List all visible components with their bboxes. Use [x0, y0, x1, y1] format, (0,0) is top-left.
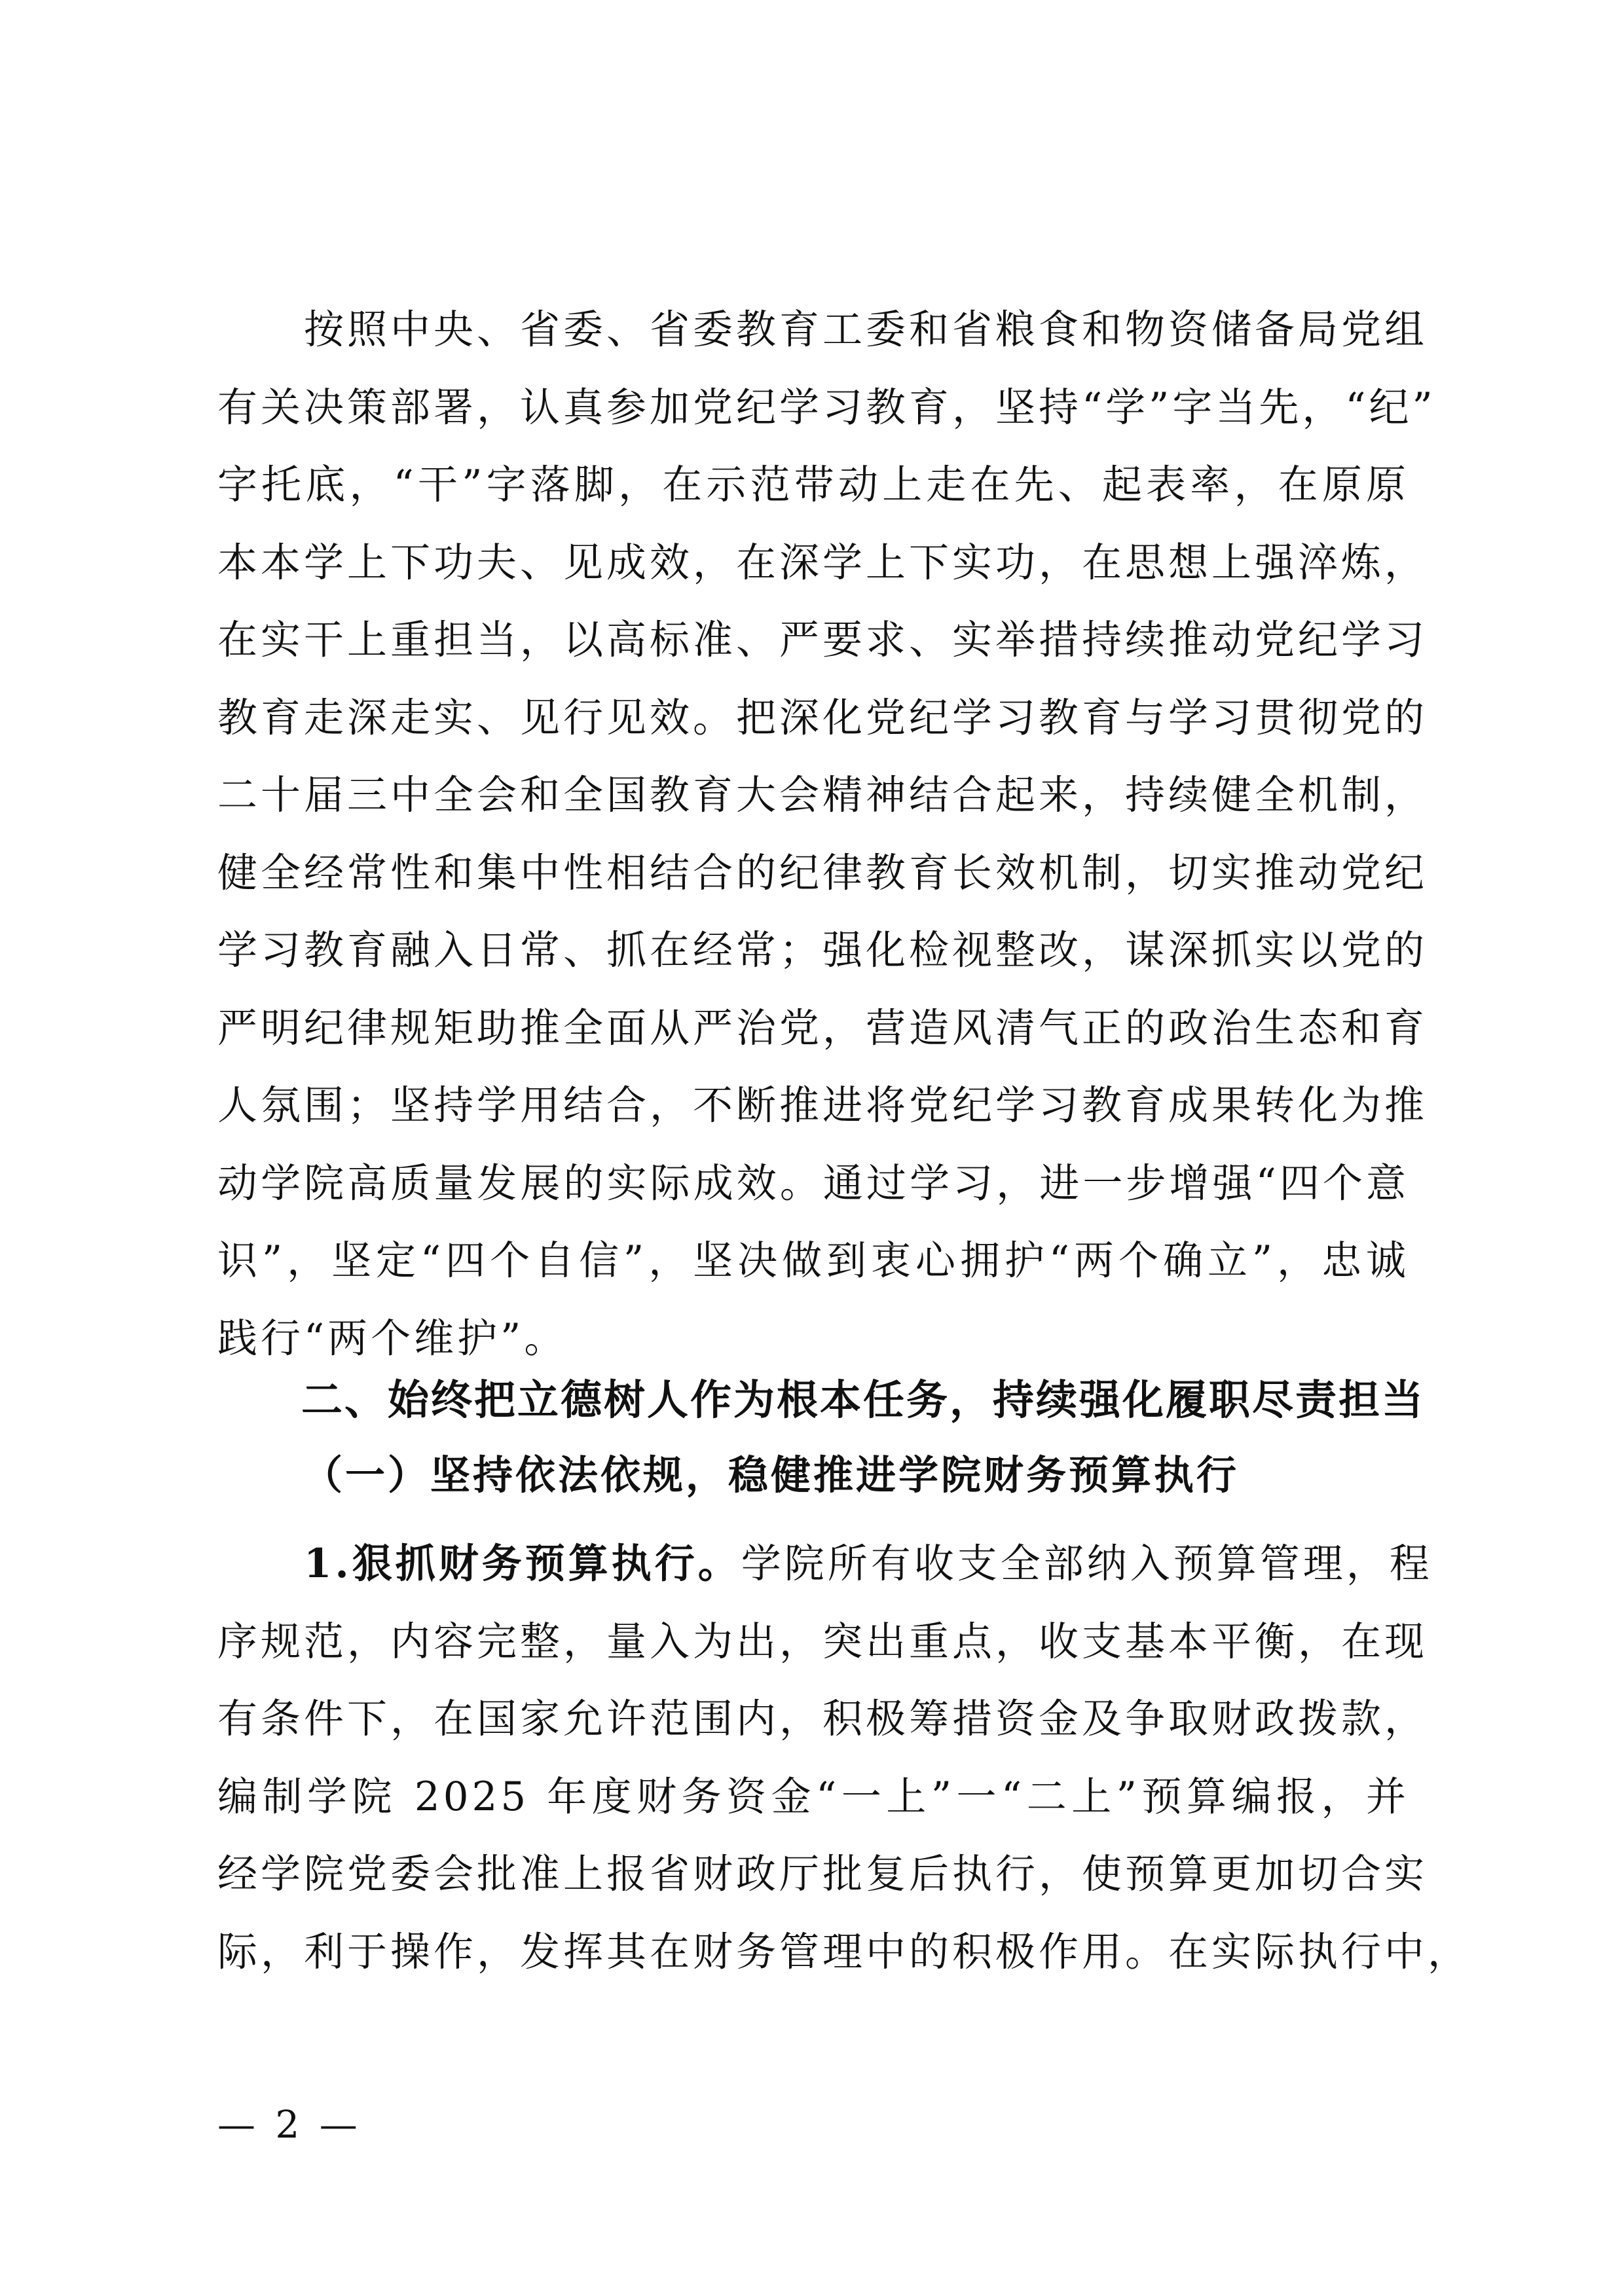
paragraph-line: 在实干上重担当，以高标准、严要求、实举措持续推动党纪学习 [217, 617, 1428, 663]
paragraph-line: 有关决策部署，认真参加党纪学习教育，坚持“学”字当先，“纪” [217, 384, 1436, 431]
section-heading-level3: （一）坚持依法依规，稳健推进学院财务预算执行 [303, 1452, 1240, 1499]
paragraph-line: 学习教育融入日常、抓在经常；强化检视整改，谋深抓实以党的 [217, 927, 1428, 974]
paragraph-party-discipline [217, 291, 1436, 1377]
paragraph-budget-execution [217, 1525, 1471, 1991]
paragraph-line: 践行“两个维护”。 [217, 1315, 568, 1362]
paragraph-line: 有条件下，在国家允许范围内，积极筹措资金及争取财政拨款， [217, 1696, 1428, 1742]
paragraph-line: 动学院高质量发展的实际成效。通过学习，进一步增强“四个意 [217, 1159, 1409, 1207]
paragraph-line-rest: 学院所有收支全部纳入预算管理，程 [741, 1540, 1433, 1587]
paragraph-line: 识”，坚定“四个自信”，坚决做到衷心拥护“两个确立”，忠诚 [217, 1237, 1409, 1284]
paragraph-line: 经学院党委会批准上报省财政厅批复后执行，使预算更加切合实 [217, 1851, 1428, 1897]
paragraph-line: 编制学院 2025 年度财务资金“一上”一“二上”预算编报，并 [217, 1773, 1409, 1820]
paragraph-lead-title: 1.狠抓财务预算执行。 [304, 1540, 741, 1587]
paragraph-line: 健全经常性和集中性相结合的纪律教育长效机制，切实推动党纪 [217, 849, 1428, 896]
paragraph-line: 序规范，内容完整，量入为出，突出重点，收支基本平衡，在现 [217, 1618, 1428, 1665]
paragraph-line: 教育走深走实、见行见效。把深化党纪学习教育与学习贯彻党的 [217, 694, 1428, 741]
paragraph-line: 本本学上下功夫、见成效，在深学上下实功，在思想上强淬炼， [217, 539, 1428, 586]
paragraph-line: 人氛围；坚持学用结合，不断推进将党纪学习教育成果转化为推 [217, 1082, 1428, 1129]
page-number: — 2 — [217, 2102, 361, 2147]
paragraph-line [217, 1525, 1433, 1603]
paragraph-line: 二十届三中全会和全国教育大会精神结合起来，持续健全机制， [217, 772, 1428, 818]
paragraph-line: 按照中央、省委、省委教育工委和省粮食和物资储备局党组 [217, 306, 1428, 353]
paragraph-line: 严明纪律规矩助推全面从严治党，营造风清气正的政治生态和育 [217, 1004, 1428, 1051]
section-heading-level2: 二、始终把立德树人作为根本任务，持续强化履职尽责担当 [301, 1376, 1425, 1424]
paragraph-line: 字托底，“干”字落脚，在示范带动上走在先、起表率，在原原 [217, 462, 1409, 508]
paragraph-line: 际，利于操作，发挥其在财务管理中的积极作用。在实际执行中， [217, 1928, 1471, 1975]
